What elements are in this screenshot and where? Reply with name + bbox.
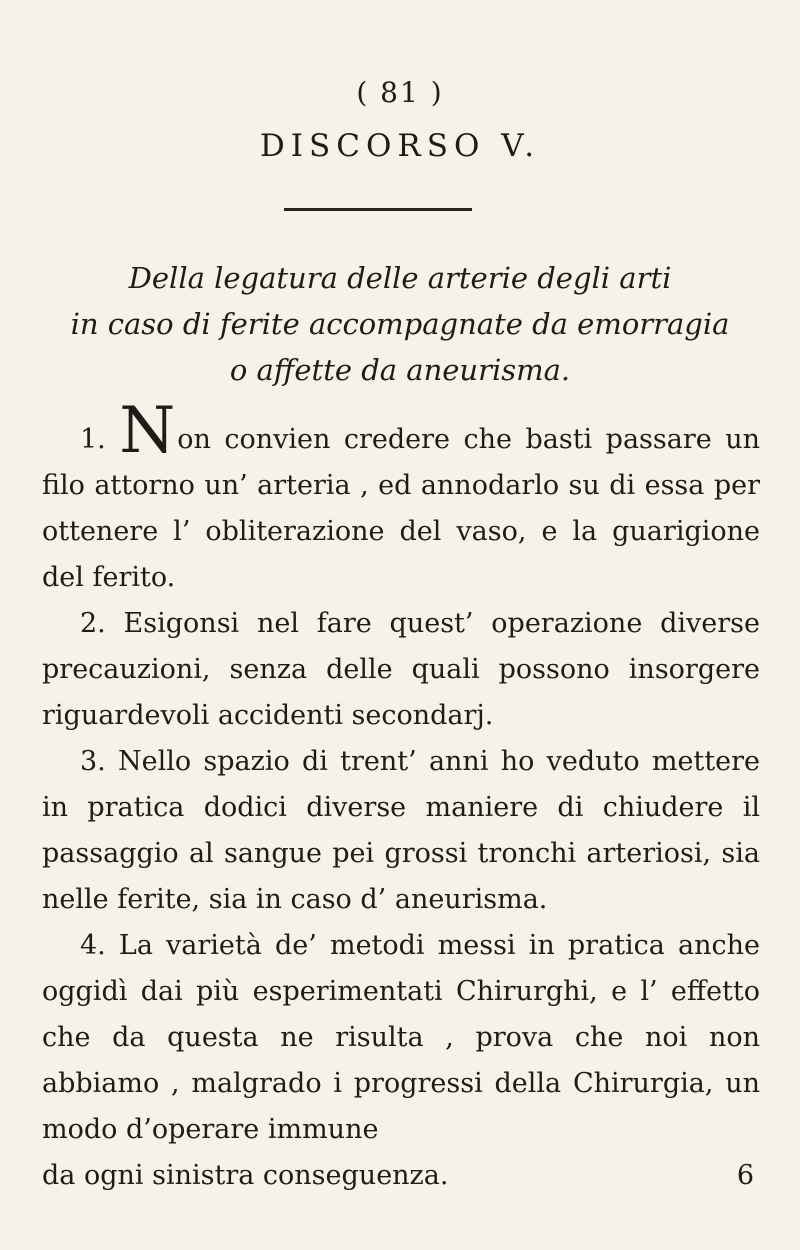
subtitle-line-3: o affette da aneurisma. [229,353,571,387]
body-text [42,394,760,1199]
paragraph-1-number: 1. [80,424,106,455]
drop-cap: N [119,394,176,468]
chapter-title: DISCORSO V. [259,128,541,164]
signature-mark: 6 [736,1160,754,1191]
subtitle-line-1: Della legatura delle arterie degli arti [128,261,672,295]
last-line-text: da ogni sinistra conseguenza. [42,1160,449,1191]
paragraph-1 [42,394,760,601]
paragraph-2: 2. Esigonsi nel fare quest’ operazione diverse precauzioni, senza delle quali possono insorgere riguardevoli accidenti secondarj. [42,608,760,731]
chapter-subtitle [58,255,742,393]
paragraph-3: 3. Nello spazio di trent’ anni ho veduto mettere in pratica dodici diverse maniere di chiudere il passaggio al sangue pei grossi tronchi arteriosi, sia nelle ferite, sia in caso d’ aneurisma. [42,746,760,915]
final-line [42,1153,760,1199]
paragraph-1-text: on convien credere che basti passare un filo attorno un’ arteria , ed annodarlo su di essa per ottenere l’ obliterazione del vaso, e la guarigione del ferito. [42,424,760,593]
subtitle-line-2: in caso di ferite accompagnate da emorragia [70,307,730,341]
title-rule [284,208,472,211]
page-number: ( 81 ) [356,76,444,109]
paragraph-4: 4. La varietà de’ metodi messi in pratica anche oggidì dai più esperimentati Chirurghi, e l’ effetto che da questa ne risulta , prova che noi non abbiamo , malgrado i progressi della Chirurgia, un modo d’operare immune [42,930,760,1145]
